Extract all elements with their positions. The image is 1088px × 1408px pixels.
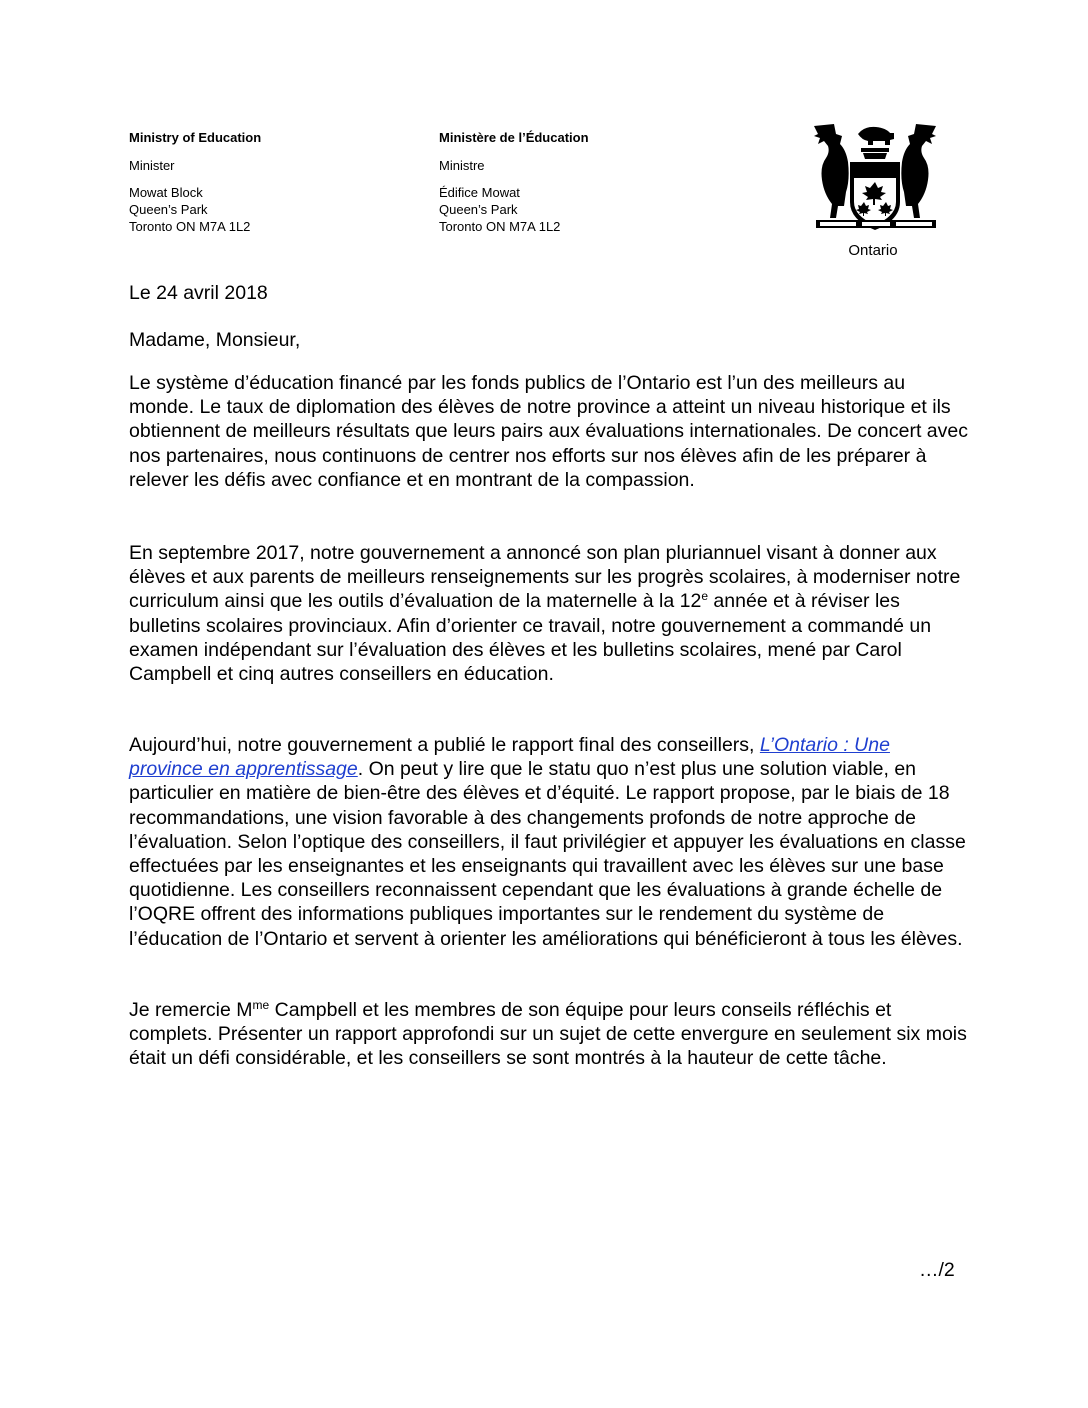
text-segment: En septembre 2017, notre gouvernement a annoncé son plan pluriannuel visant à donner aux élèves et aux parents de meilleurs renseignements sur les progrès scolaires, à moderniser notre curriculum ainsi que les outils d’évaluation de la maternelle à la 12: [129, 542, 961, 613]
paragraph-text: [129, 998, 969, 1071]
text-segment: Campbell et les membres de son équipe pour leurs conseils réfléchis et complets. Présenter un rapport approfondi sur un sujet de cette envergure en seulement six mois était un défi considérable, et les conseillers se sont montrés à la hauteur de cette tâche.: [129, 999, 967, 1070]
text-segment: . On peut y lire que le statu quo n’est plus une solution viable, en particulier en matière de bien-être des élèves et d’équité. Le rapport propose, par le biais de 18 recommandations, une vision favorable à des changements profonds de notre approche de l’évaluation. Selon l’optique des conseillers, il faut privilégier et appuyer les évaluations en classe effectuées par les enseignantes et les enseignants qui travaillent avec les élèves sur une base quotidienne. Les conseillers reconnaissent cependant que les évaluations à grande échelle de l’OQRE offrent des informations publiques importantes sur le rendement du système de l’éducation de l’Ontario et servent à orienter les améliorations qui bénéficieront à tous les élèves.: [129, 758, 966, 950]
role-title: Ministre: [439, 158, 485, 173]
role-title: Minister: [129, 158, 175, 173]
superscript: me: [252, 998, 270, 1012]
address-line: Mowat Block: [129, 185, 203, 200]
paragraph-3: [129, 733, 969, 951]
address-line: Queen’s Park: [129, 202, 208, 217]
address-line: Toronto ON M7A 1L2: [439, 219, 561, 234]
address-line: Édifice Mowat: [439, 185, 520, 200]
address-line: Queen’s Park: [439, 202, 518, 217]
ontario-coat-of-arms-icon: [806, 120, 946, 240]
paragraph-text: [129, 541, 969, 686]
page-continuation: …/2: [919, 1259, 955, 1281]
letterhead-french: [439, 129, 699, 235]
paragraph-text: [129, 733, 969, 951]
superscript: e: [701, 589, 709, 604]
text-segment: Aujourd’hui, notre gouvernement a publié le rapport final des conseillers,: [129, 734, 760, 756]
paragraph-text: Le système d’éducation financé par les fonds publics de l’Ontario est l’un des meilleurs au monde. Le taux de diplomation des élèves de notre province a atteint un niveau historique et ils obtiennent de meilleurs résultats que leurs pairs aux évaluations internationales. De concert avec nos partenaires, nous continuons de centrer nos efforts sur nos élèves afin de les préparer à relever les défis avec confiance et en montrant de la compassion.: [129, 372, 968, 491]
paragraph-4: [129, 998, 969, 1071]
ontario-logo: [806, 120, 946, 270]
logo-wordmark: Ontario: [848, 242, 898, 259]
address-block: [129, 184, 389, 235]
salutation: Madame, Monsieur,: [129, 329, 301, 351]
department-name: Ministère de l’Éducation: [439, 130, 589, 145]
letter-date: Le 24 avril 2018: [129, 282, 268, 304]
address-block: [439, 184, 699, 235]
address-line: Toronto ON M7A 1L2: [129, 219, 251, 234]
text-segment: Je remercie M: [129, 999, 253, 1021]
report-link[interactable]: L’Ontario : Une province en apprentissage: [129, 734, 890, 781]
text-segment: année et à réviser les bulletins scolaires provinciaux. Afin d’orienter ce travail, notre gouvernement a commandé un examen indépendant sur l’évaluation des élèves et les bulletins scolaires, mené par Carol Campbell et cinq autres conseillers en éducation.: [129, 590, 932, 686]
letterhead-english: [129, 129, 389, 235]
paragraph-1: [129, 371, 969, 492]
department-name: Ministry of Education: [129, 130, 262, 145]
paragraph-2: [129, 541, 969, 686]
